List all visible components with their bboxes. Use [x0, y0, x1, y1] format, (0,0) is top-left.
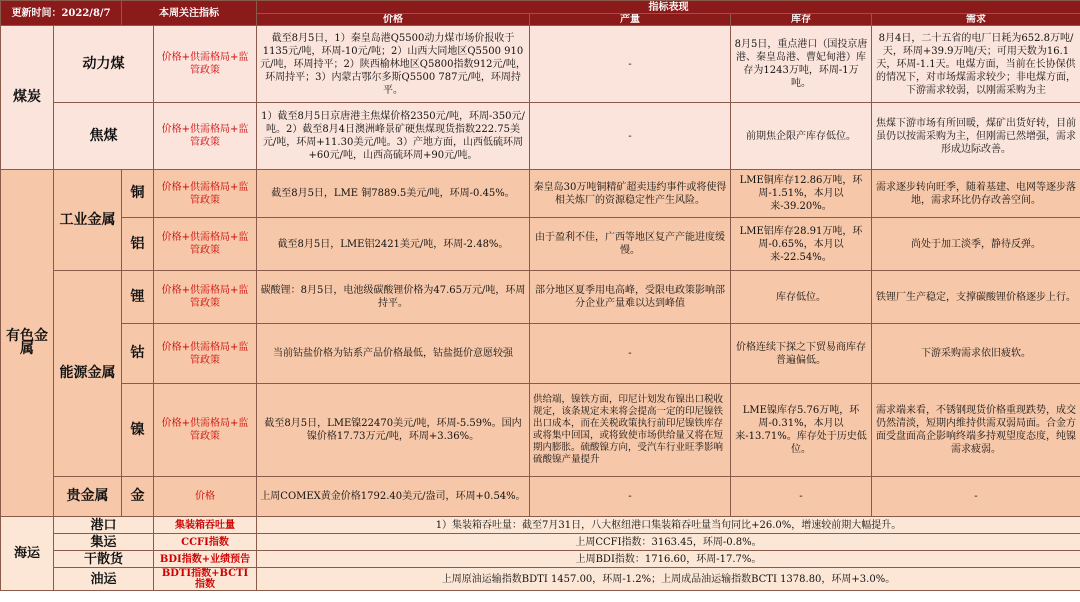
item-port: 港口 — [54, 517, 154, 534]
text-container-shipping: 上周CCFI指数：3163.45，环周-0.8%。 — [257, 534, 1080, 551]
demand-header: 需求 — [872, 14, 1080, 26]
inventory-lithium: 库存低位。 — [731, 271, 872, 324]
item-aluminum: 铝 — [122, 218, 154, 271]
inventory-thermal-coal: 8月5日，重点港口（国投京唐港、秦皇岛港、曹妃甸港）库存为1243万吨，环周-1万吨。 — [731, 26, 872, 103]
demand-cobalt: 下游采购需求依旧疲软。 — [872, 324, 1080, 384]
focus-nickel: 价格+供需格局+监管政策 — [154, 384, 257, 477]
item-nickel: 镍 — [122, 384, 154, 477]
focus-port: 集装箱吞吐量 — [154, 517, 257, 534]
price-thermal-coal: 截至8月5日，1）秦皇岛港Q5500动力煤市场价报收于1135元/吨，环周-10元/吨；2）山西大同地区Q5500 910元/吨，环周持平；2）陕西榆林地区Q5800指数912元/吨，环周持平；3）内蒙古鄂尔多斯Q5500 787元/吨，环周持平。 — [257, 26, 530, 103]
demand-thermal-coal: 8月4日，二十五省的电厂日耗为652.8万吨/天，环周+39.9万吨/天；可用天数为16.1天，环周-1.1天。电煤方面，当前在长协保供的情况下，对市场煤需求较少；非电煤方面，下游需求较弱，以刚需采购为主 — [872, 26, 1080, 103]
indicator-performance-header: 指标表现 — [257, 1, 1080, 14]
table-row — [1, 324, 1080, 384]
item-coking-coal: 焦煤 — [54, 103, 154, 170]
table-row — [1, 218, 1080, 271]
output-cobalt: - — [530, 324, 731, 384]
inventory-aluminum: LME铝库存28.91万吨，环周-0.65%，本月以来-22.54%。 — [731, 218, 872, 271]
group-energy-metals: 能源金属 — [54, 271, 122, 477]
output-aluminum: 由于盈利不佳，广西等地区复产产能进度缓慢。 — [530, 218, 731, 271]
price-nickel: 截至8月5日，LME镍22470美元/吨，环周-5.59%。国内镍价格17.73万元/吨，环周+3.36%。 — [257, 384, 530, 477]
text-dry-bulk: 上周BDI指数：1716.60，环周-17.7%。 — [257, 551, 1080, 568]
price-aluminum: 截至8月5日，LME铝2421美元/吨，环周-2.48%。 — [257, 218, 530, 271]
inventory-header: 库存 — [731, 14, 872, 26]
focus-gold: 价格 — [154, 477, 257, 517]
group-precious-metals: 贵金属 — [54, 477, 122, 517]
item-container-shipping: 集运 — [54, 534, 154, 551]
inventory-nickel: LME镍库存5.76万吨，环周-0.31%，本月以来-13.71%。库存处于历史低位。 — [731, 384, 872, 477]
demand-aluminum: 尚处于加工淡季，静待反弹。 — [872, 218, 1080, 271]
demand-coking-coal: 焦煤下游市场有所回暖，煤矿出货好转，目前虽仍以按需采购为主，但刚需已然增强，需求形成边际改善。 — [872, 103, 1080, 170]
item-lithium: 锂 — [122, 271, 154, 324]
table-row — [1, 534, 1080, 551]
category-shipping: 海运 — [1, 517, 54, 591]
price-gold: 上周COMEX黄金价格1792.40美元/盎司，环周+0.54%。 — [257, 477, 530, 517]
price-header: 价格 — [257, 14, 530, 26]
focus-copper: 价格+供需格局+监管政策 — [154, 170, 257, 218]
price-lithium: 碳酸锂：8月5日，电池级碳酸锂价格为47.65万元/吨，环周持平。 — [257, 271, 530, 324]
table-row — [1, 551, 1080, 568]
demand-copper: 需求逐步转向旺季，随着基建、电网等逐步落地，需求环比仍存改善空间。 — [872, 170, 1080, 218]
item-gold: 金 — [122, 477, 154, 517]
item-oil-shipping: 油运 — [54, 568, 154, 591]
text-oil-shipping: 上周原油运输指数BDTI 1457.00，环周-1.2%；上周成品油运输指数BCTI 1378.80，环周+3.0%。 — [257, 568, 1080, 591]
focus-indicator-header: 本周关注指标 — [122, 1, 257, 26]
inventory-coking-coal: 前期焦企限产库存低位。 — [731, 103, 872, 170]
group-industrial-metals: 工业金属 — [54, 170, 122, 271]
item-dry-bulk: 干散货 — [54, 551, 154, 568]
focus-coking-coal: 价格+供需格局+监管政策 — [154, 103, 257, 170]
inventory-gold: - — [731, 477, 872, 517]
demand-lithium: 铁锂厂生产稳定，支撑碳酸锂价格逐步上行。 — [872, 271, 1080, 324]
output-header: 产量 — [530, 14, 731, 26]
inventory-copper: LME铜库存12.86万吨，环周-1.51%，本月以来-39.20%。 — [731, 170, 872, 218]
output-gold: - — [530, 477, 731, 517]
output-lithium: 部分地区夏季用电高峰，受限电政策影响部分企业产量难以达到峰值 — [530, 271, 731, 324]
focus-dry-bulk: BDI指数+业绩预告 — [154, 551, 257, 568]
inventory-cobalt: 价格连续下探之下贸易商库存普遍偏低。 — [731, 324, 872, 384]
table-row — [1, 26, 1080, 103]
item-copper: 铜 — [122, 170, 154, 218]
table-row — [1, 384, 1080, 477]
table-row — [1, 271, 1080, 324]
category-coal: 煤炭 — [1, 26, 54, 170]
output-copper: 秦皇岛30万吨铜精矿超卖违约事件或将使得相关炼厂的资源稳定性产生风险。 — [530, 170, 731, 218]
price-copper: 截至8月5日，LME 铜7889.5美元/吨，环周-0.45%。 — [257, 170, 530, 218]
focus-aluminum: 价格+供需格局+监管政策 — [154, 218, 257, 271]
category-metals: 有色金属 — [1, 170, 54, 517]
focus-oil-shipping: BDTI指数+BCTI指数 — [154, 568, 257, 591]
output-coking-coal: - — [530, 103, 731, 170]
output-nickel: 供给端，镍铁方面，印尼计划发布镍出口税收规定，该条规定未来将会提高一定的印尼镍铁出口成本，而在关税政策执行前印尼镍铁库存或将集中回国，或将致使市场供给量又将在短期内膨胀。硫酸镍方向，受汽车行业旺季影响硫酸镍产量提升 — [530, 384, 731, 477]
item-thermal-coal: 动力煤 — [54, 26, 154, 103]
output-thermal-coal: - — [530, 26, 731, 103]
update-time: 更新时间：2022/8/7 — [1, 1, 122, 26]
item-cobalt: 钴 — [122, 324, 154, 384]
focus-thermal-coal: 价格+供需格局+监管政策 — [154, 26, 257, 103]
table-row — [1, 103, 1080, 170]
table-row — [1, 477, 1080, 517]
focus-cobalt: 价格+供需格局+监管政策 — [154, 324, 257, 384]
table-row — [1, 517, 1080, 534]
price-coking-coal: 1）截至8月5日京唐港主焦煤价格2350元/吨，环周-350元/吨。2）截至8月4日澳洲峰景矿硬焦煤现货指数222.75美元/吨，环周+11.30美元/吨。3）产地方面，山西低硫环周+60元/吨，山西高硫环周+90元/吨。 — [257, 103, 530, 170]
text-port: 1）集装箱吞吐量：截至7月31日，八大枢纽港口集装箱吞吐量当旬同比+26.0%，增速较前期大幅提升。 — [257, 517, 1080, 534]
focus-container-shipping: CCFI指数 — [154, 534, 257, 551]
demand-gold: - — [872, 477, 1080, 517]
table-row — [1, 568, 1080, 591]
table-row — [1, 170, 1080, 218]
focus-lithium: 价格+供需格局+监管政策 — [154, 271, 257, 324]
price-cobalt: 当前钴盐价格为钴系产品价格最低，钴盐挺价意愿较强 — [257, 324, 530, 384]
demand-nickel: 需求端来看，不锈钢现货价格重现跌势，成交仍然清淡，短期内维持供需双弱局面。合金方面受盘面高企影响终端多持观望度态度，纯镍需求疲弱。 — [872, 384, 1080, 477]
